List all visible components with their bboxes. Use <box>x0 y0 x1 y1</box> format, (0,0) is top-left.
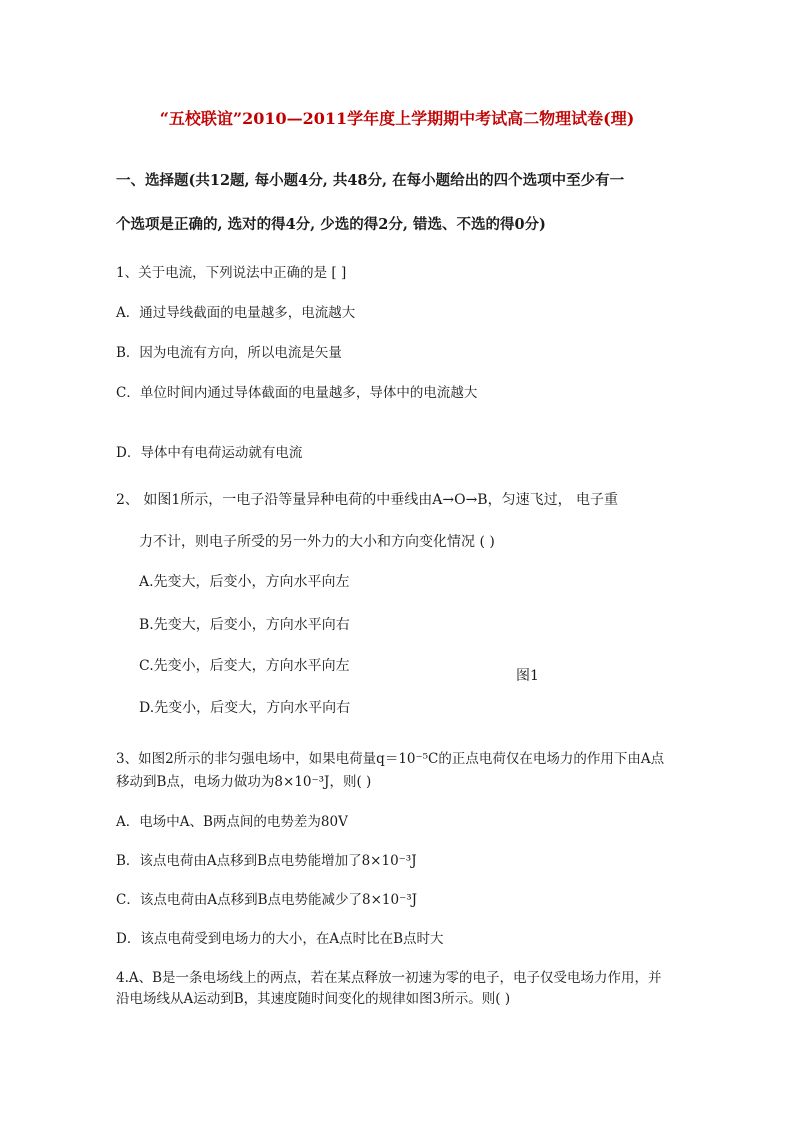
question-1-option-a: A．通过导线截面的电量越多，电流越大 <box>116 305 356 321</box>
section-heading-line-1: 一、选择题(共12题, 每小题4分, 共48分, 在每小题给出的四个选项中至少有一 <box>116 172 625 189</box>
question-3-option-d: D．该点电荷受到电场力的大小，在A点时比在B点时大 <box>116 931 444 947</box>
question-3-stem-line-1: 3、如图2所示的非匀强电场中，如果电荷量q＝10⁻⁵C的正点电荷仅在电场力的作用下由A点 <box>116 751 665 767</box>
figure-1-caption: 图1 <box>516 668 539 684</box>
question-1-option-b: B．因为电流有方向，所以电流是矢量 <box>116 345 342 361</box>
exam-title: “五校联谊”2010—2011学年度上学期期中考试高二物理试卷(理) <box>159 109 635 128</box>
question-3-option-c: C．该点电荷由A点移到B点电势能减少了8×10⁻³J <box>116 892 418 908</box>
question-2-option-c: C.先变小，后变大，方向水平向左 <box>139 658 350 674</box>
question-2-stem-line-2: 力不计，则电子所受的另一外力的大小和方向变化情况 ( ) <box>139 534 495 550</box>
question-2-option-d: D.先变小，后变大，方向水平向右 <box>139 700 351 716</box>
question-1-option-c: C．单位时间内通过导体截面的电量越多，导体中的电流越大 <box>116 385 478 401</box>
question-3-stem-line-2: 移动到B点，电场力做功为8×10⁻³J，则( ) <box>116 774 372 790</box>
question-1-stem: 1、关于电流，下列说法中正确的是 [ ] <box>116 265 347 281</box>
question-3-option-a: A．电场中A、B两点间的电势差为80V <box>116 814 348 830</box>
question-2-option-b: B.先变大，后变小，方向水平向右 <box>139 617 350 633</box>
question-1-option-d: D．导体中有电荷运动就有电流 <box>116 445 303 461</box>
question-2-stem-line-1: 2、 如图1所示，一电子沿等量异种电荷的中垂线由A→O→B，匀速飞过， 电子重 <box>116 492 619 508</box>
section-heading-line-2: 个选项是正确的, 选对的得4分, 少选的得2分, 错选、不选的得0分) <box>116 216 546 233</box>
question-3-option-b: B．该点电荷由A点移到B点电势能增加了8×10⁻³J <box>116 853 417 869</box>
question-2-option-a: A.先变大，后变小，方向水平向左 <box>139 574 350 590</box>
question-4-stem-line-2: 沿电场线从A运动到B，其速度随时间变化的规律如图3所示。则( ) <box>116 991 511 1007</box>
question-4-stem-line-1: 4.A、B是一条电场线上的两点，若在某点释放一初速为零的电子，电子仅受电场力作用，并 <box>116 970 662 986</box>
